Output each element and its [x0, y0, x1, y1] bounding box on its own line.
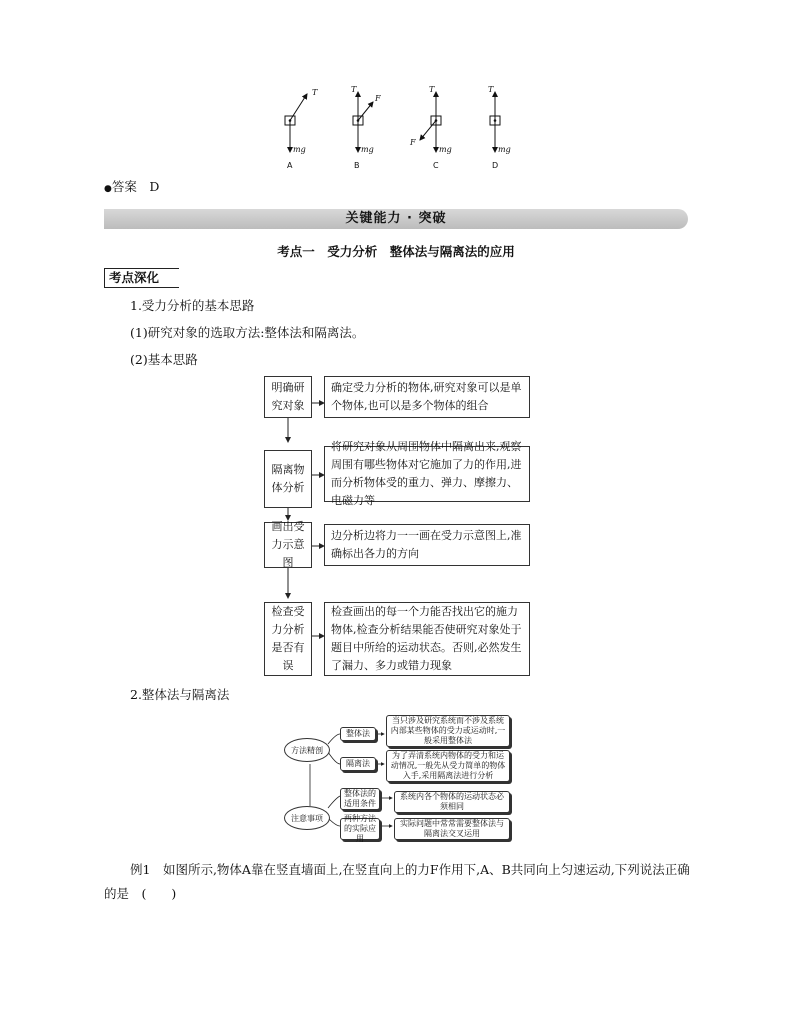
flow-step-2-desc: 将研究对象从周围物体中隔离出来,观察周围有哪些物体对它施加了力的作用,进而分析物体受的重力、弹力、摩擦力、电磁力等: [324, 446, 530, 502]
force-label: F: [375, 94, 381, 103]
item1-p1: (1)研究对象的选取方法:整体法和隔离法。: [130, 325, 365, 340]
flow-step-3-desc: 边分析边将力一一画在受力示意图上,准确标出各力的方向: [324, 524, 530, 566]
mindmap-isolation-method: 隔离法: [340, 757, 376, 771]
topic-title: 考点一 受力分析 整体法与隔离法的应用: [277, 244, 515, 259]
force-label: T: [488, 85, 494, 94]
force-label: T: [351, 85, 357, 94]
subsection-heading: 考点深化: [104, 268, 179, 288]
flow-step-4-desc: 检查画出的每一个力能否找出它的施力物体,检查分析结果能否使研究对象处于题目中所给的运动状态。否则,必然发生了漏力、多力或错力现象: [324, 602, 530, 676]
force-label: T: [429, 85, 435, 94]
item1-title: 1.受力分析的基本思路: [130, 298, 255, 313]
flow-step-4-label: 检查受力分析是否有误: [264, 602, 312, 676]
section-banner: [104, 209, 688, 229]
section-banner-text: 关键能力 · 突破: [345, 211, 447, 226]
diagram-label: D: [492, 161, 499, 170]
flow-step-1-desc: 确定受力分析的物体,研究对象可以是单个物体,也可以是多个物体的组合: [324, 376, 530, 418]
flow-step-2-label: 隔离物体分析: [264, 450, 312, 508]
mindmap-root-notes: 注意事项: [284, 806, 330, 830]
example-1: 例1 如图所示,物体A靠在竖直墙面上,在竖直向上的力F作用下,A、B共同向上匀速运动,下列说法正确的是 ( ): [104, 862, 690, 901]
force-label: mg: [361, 145, 374, 154]
flow-step-3-label: 画出受力示意图: [264, 522, 312, 568]
answer-line: [104, 178, 159, 198]
diagram-label: C: [433, 161, 439, 170]
item2-title: 2.整体法与隔离法: [130, 687, 230, 702]
mindmap-applications-desc: 实际问题中常常需要整体法与隔离法交叉运用: [394, 818, 510, 840]
force-diagrams: [270, 80, 530, 180]
mindmap-whole-method-desc: 当只涉及研究系统而不涉及系统内部某些物体的受力或运动时,一般采用整体法: [386, 715, 510, 747]
mindmap-whole-conditions: 整体法的适用条件: [340, 788, 380, 810]
item1-p2: (2)基本思路: [130, 352, 198, 367]
answer-value: D: [149, 179, 160, 194]
mindmap-root-methods: 方法精剖: [284, 738, 330, 762]
mindmap-whole-method: 整体法: [340, 727, 376, 741]
flow-step-1-label: 明确研究对象: [264, 376, 312, 418]
diagram-d: [490, 92, 500, 152]
diagram-label: B: [354, 161, 360, 170]
diagram-c: [420, 92, 441, 152]
answer-icon: ●: [104, 184, 112, 194]
force-label: mg: [293, 145, 306, 154]
force-label: mg: [498, 145, 511, 154]
diagram-b: [353, 92, 373, 152]
mindmap-whole-conditions-desc: 系统内各个物体的运动状态必须相同: [394, 791, 510, 813]
force-label: mg: [439, 145, 452, 154]
diagram-a: [285, 94, 307, 152]
mindmap-isolation-method-desc: 为了弄清系统内物体的受力和运动情况,一般先从受力简单的物体入手,采用隔离法进行分析: [386, 750, 510, 782]
mindmap-applications: 两种方法的实际应用: [340, 818, 380, 840]
force-label: F: [410, 138, 416, 147]
answer-prefix: 答案: [111, 179, 137, 194]
force-label: T: [312, 88, 318, 97]
diagram-label: A: [287, 161, 293, 170]
